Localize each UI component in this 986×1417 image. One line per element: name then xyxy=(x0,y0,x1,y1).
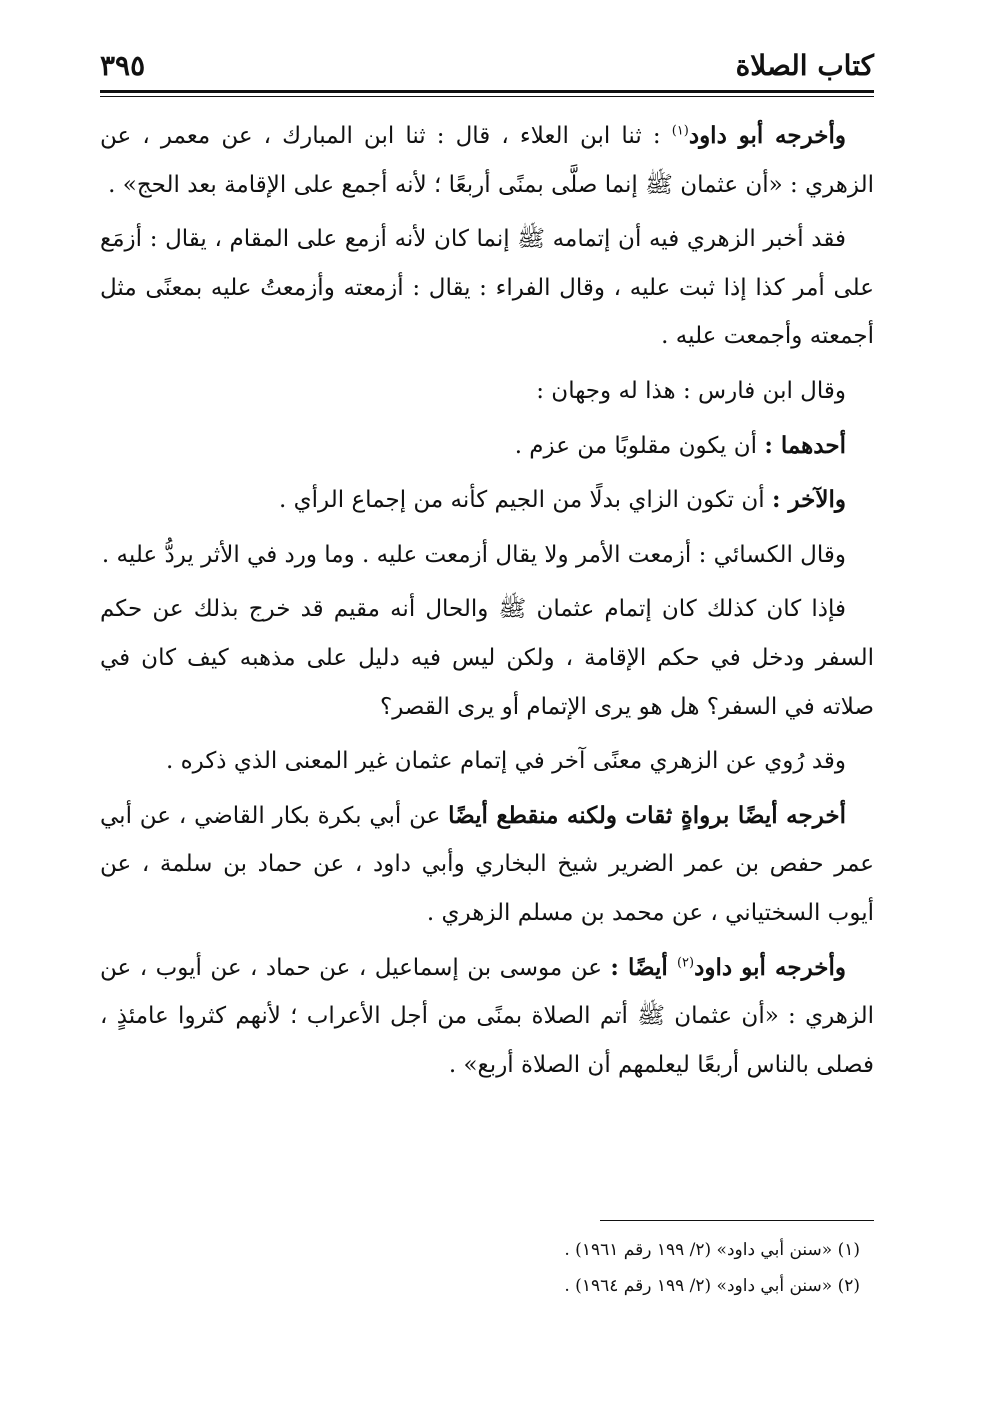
paragraph-text: فإذا كان كذلك كان إتمام عثمان ﷺ والحال أنه مقيم قد خرج بذلك عن حكم السفر ودخل في حكم الإقامة ، ولكن ليس فيه دليل على مذهبه كيف كان في صلاته في السفر؟ هل هو يرى الإتمام أو يرى القصر؟ xyxy=(100,596,874,720)
paragraph-text: عن موسى بن إسماعيل ، عن حماد ، عن أيوب ، عن الزهري : «أن عثمان ﷺ أتم الصلاة بمنًى من أجل الأعراب ؛ لأنهم كثروا عامئذٍ ، فصلى بالناس أربعًا ليعلمهم أن الصلاة أربع» . xyxy=(100,954,874,1078)
paragraph-lead-continued: أيضًا : xyxy=(610,953,677,981)
paragraph xyxy=(100,476,874,525)
main-text xyxy=(100,112,874,1095)
footnote-marker[interactable]: (١) xyxy=(671,123,689,139)
page-header xyxy=(100,42,874,90)
paragraph-lead: أحدهما : xyxy=(764,431,846,459)
paragraph-text: فقد أخبر الزهري فيه أن إتمامه ﷺ إنما كان لأنه أزمع على المقام ، يقال : أزمَع على أمر كذا إذا ثبت عليه ، وقال الفراء : يقال : أزمعته وأزمعتُ عليه بمعنًى مثل أجمعته وأجمعت عليه . xyxy=(100,226,874,350)
paragraph-text: أن تكون الزاي بدلًا من الجيم كأنه من إجماع الرأي . xyxy=(279,487,772,514)
paragraph-lead: أخرجه أيضًا برواةٍ ثقات ولكنه منقطع أيضًا xyxy=(448,801,846,829)
paragraph xyxy=(100,367,874,416)
paragraph-text: عن أبي بكرة بكار القاضي ، عن أبي عمر حفص بن عمر الضرير شيخ البخاري وأبي داود ، عن حماد بن سلمة ، عن أيوب السختياني ، عن محمد بن مسلم الزهري . xyxy=(100,802,874,926)
paragraph-lead: والآخر : xyxy=(771,486,846,514)
paragraph xyxy=(100,422,874,471)
footnote-separator xyxy=(600,1220,874,1221)
footnote-marker[interactable]: (٢) xyxy=(676,954,695,970)
footnotes xyxy=(100,1232,874,1304)
footnote: (١) «سنن أبي داود» (٢/ ١٩٩ رقم ١٩٦١) . xyxy=(564,1240,860,1260)
paragraph xyxy=(100,531,874,580)
paragraph-text: أن يكون مقلوبًا من عزم . xyxy=(514,432,765,459)
running-title: كتاب الصلاة xyxy=(735,49,874,82)
header-rule-thin xyxy=(100,96,874,97)
footnote: (٢) «سنن أبي داود» (٢/ ١٩٩ رقم ١٩٦٤) . xyxy=(564,1276,860,1296)
paragraph xyxy=(100,215,874,361)
paragraph xyxy=(100,737,874,786)
page-number: ٣٩٥ xyxy=(100,49,146,82)
paragraph-text: وقال الكسائي : أزمعت الأمر ولا يقال أزمعت عليه . وما ورد في الأثر يردُّ عليه . xyxy=(101,541,846,568)
paragraph xyxy=(100,792,874,938)
paragraph-text: وقال ابن فارس : هذا له وجهان : xyxy=(536,377,846,404)
paragraph-text: وقد رُوي عن الزهري معنًى آخر في إتمام عثمان غير المعنى الذي ذكره . xyxy=(165,748,846,775)
paragraph xyxy=(100,944,874,1090)
paragraph xyxy=(100,112,874,209)
header-rule-thick xyxy=(100,90,874,93)
paragraph xyxy=(100,585,874,731)
paragraph-text: : ثنا ابن العلاء ، قال : ثنا ابن المبارك ، عن معمر ، عن الزهري : «أن عثمان ﷺ إنما صلَّى بمنًى أربعًا ؛ لأنه أجمع على الإقامة بعد الحج» . xyxy=(100,123,874,198)
paragraph-lead: وأخرجه أبو داود xyxy=(694,953,847,981)
paragraph-lead: وأخرجه أبو داود xyxy=(688,122,847,149)
